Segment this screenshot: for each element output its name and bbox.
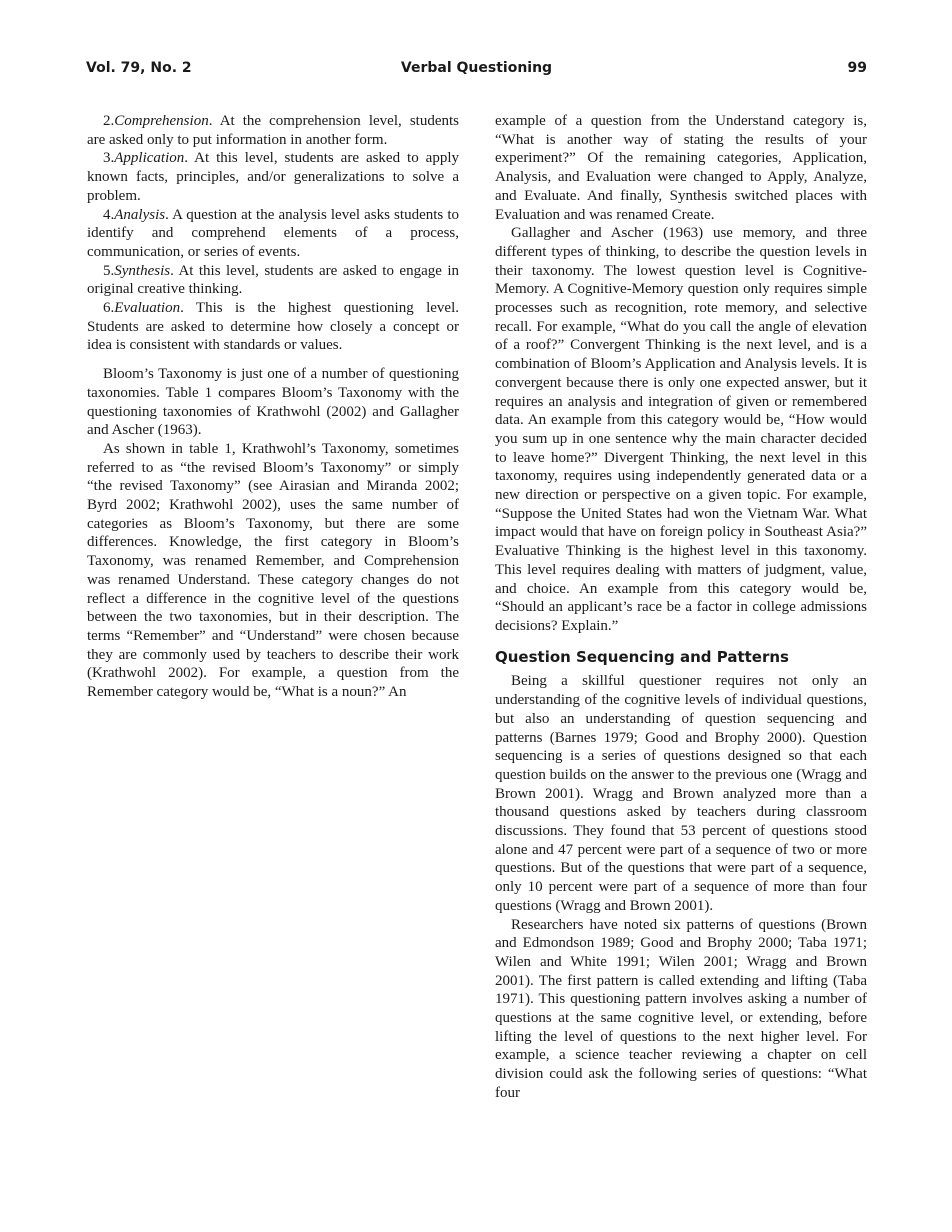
body-paragraph: Being a skillful questioner requires not only an understanding of the cognitive levels of individual questions, but also an understanding of question sequencing and patterns (Barnes 1979; Good and Brophy 2000). Question sequencing is a series of questions designed so that each question builds on the answer to the previous one (Wragg and Brown 2001). Wragg and Brown analyzed more than a thousand questions asked by teachers during classroom discussions. They found that 53 percent of questions stood alone and 47 percent were part of a sequence of two or more questions. But of the questions that were part of a sequence, only 10 percent were part of a sequence of more than four questions (Wragg and Brown 2001). (495, 673, 867, 914)
list-item-term: Analysis (114, 206, 166, 223)
list-item-term: Synthesis (114, 262, 171, 279)
list-item-term: Comprehension (114, 113, 209, 129)
list-item: 5.Synthesis. At this level, students are asked to engage in original creative thinking. (87, 262, 459, 298)
body-paragraph: example of a question from the Understand category is, “What is another way of stating the results of your experiment?” Of the remaining categories, Application, Analysis, and Evaluation were changed to Apply, Analyze, and Evaluate. And finally, Synthesis switched places with Evaluation and was renamed Create. (495, 113, 867, 223)
running-title: Verbal Questioning (400, 60, 553, 76)
list-item: 4.Analysis. A question at the analysis level asks students to identify and comprehend elements of a process, communication, or series of events. (87, 206, 459, 260)
list-item: 2.Comprehension. At the comprehension level, students are asked only to put information in another form. (87, 113, 459, 148)
volume-label: Vol. 79, No. 2 (86, 60, 192, 76)
body-paragraph: Researchers have noted six patterns of questions (Brown and Edmondson 1989; Good and Brophy 2000; Taba 1971; Wilen and White 1991; Wilen 2001; Wragg and Brown 2001). The first pattern is called extending and lifting (Taba 1971). This questioning pattern involves asking a number of questions at the same cognitive level, or extending, before lifting the level of questions to the next higher level. For example, a science teacher reviewing a chapter on cell division could ask the following series of questions: “What four (495, 916, 867, 1101)
running-header (86, 60, 867, 82)
list-item: 6.Evaluation. This is the highest questioning level. Students are asked to determine how closely a concept or idea is consistent with standards or values. (87, 300, 459, 354)
body-paragraph: Gallagher and Ascher (1963) use memory, and three different types of thinking, to describe the question levels in their taxonomy. The lowest question level is Cognitive-Memory. A Cognitive-Memory question only requires simple processes such as recognition, rote memory, and selective recall. For example, “What do you call the angle of elevation of a roof?” Convergent Thinking is the next level, and is a combination of Bloom’s Application and Analysis levels. It is convergent because there is only one expected answer, but it requires an analysis and integration of given or remembered data. An example from this category would be, “How would you sum up in one sentence why the main character decided to leave home?” Divergent Thinking, the next level in this taxonomy, requires using independently generated data or a new direction or perspective on a given topic. For example, “Suppose the United States had won the Vietnam War. What impact would that have on foreign policy in Southeast Asia?” Evaluative Thinking is the highest level in this taxonomy. This level requires dealing with matters of judgment, value, and choice. An example from this category would be, “Should an applicant’s race be a factor in college admissions decisions? Explain.” (495, 225, 867, 634)
body-paragraph: Bloom’s Taxonomy is just one of a number of questioning taxonomies. Table 1 compares Bloom’s Taxonomy with the questioning taxonomies of Krathwohl (2002) and Gallagher and Ascher (1963). (87, 366, 459, 439)
section-heading: Question Sequencing and Patterns (495, 647, 789, 666)
list-item: 3.Application. At this level, students are asked to apply known facts, principles, and/or generalizations to solve a problem. (87, 150, 459, 204)
body-paragraph: As shown in table 1, Krathwohl’s Taxonomy, sometimes referred to as “the revised Bloom’s Taxonomy” or simply “the revised Taxonomy” (see Airasian and Miranda 2002; Byrd 2002; Krathwohl 2002), uses the same number of categories as Bloom’s Taxonomy, but there are some differences. Knowledge, the first category in Bloom’s Taxonomy, was renamed Remember, and Comprehension was renamed Understand. These category changes do not reflect a difference in the cognitive level of the questions between the two taxonomies, but in their description. The terms “Remember” and “Understand” were chosen because they are commonly used by teachers to describe their work (Krathwohl 2002). For example, a question from the Remember category would be, “What is a noun?” An (87, 440, 459, 701)
left-column (87, 112, 459, 702)
right-column (495, 112, 867, 1103)
list-item-term: Application (114, 150, 185, 167)
page-number: 99 (847, 60, 867, 76)
list-item-term: Evaluation (114, 300, 181, 317)
